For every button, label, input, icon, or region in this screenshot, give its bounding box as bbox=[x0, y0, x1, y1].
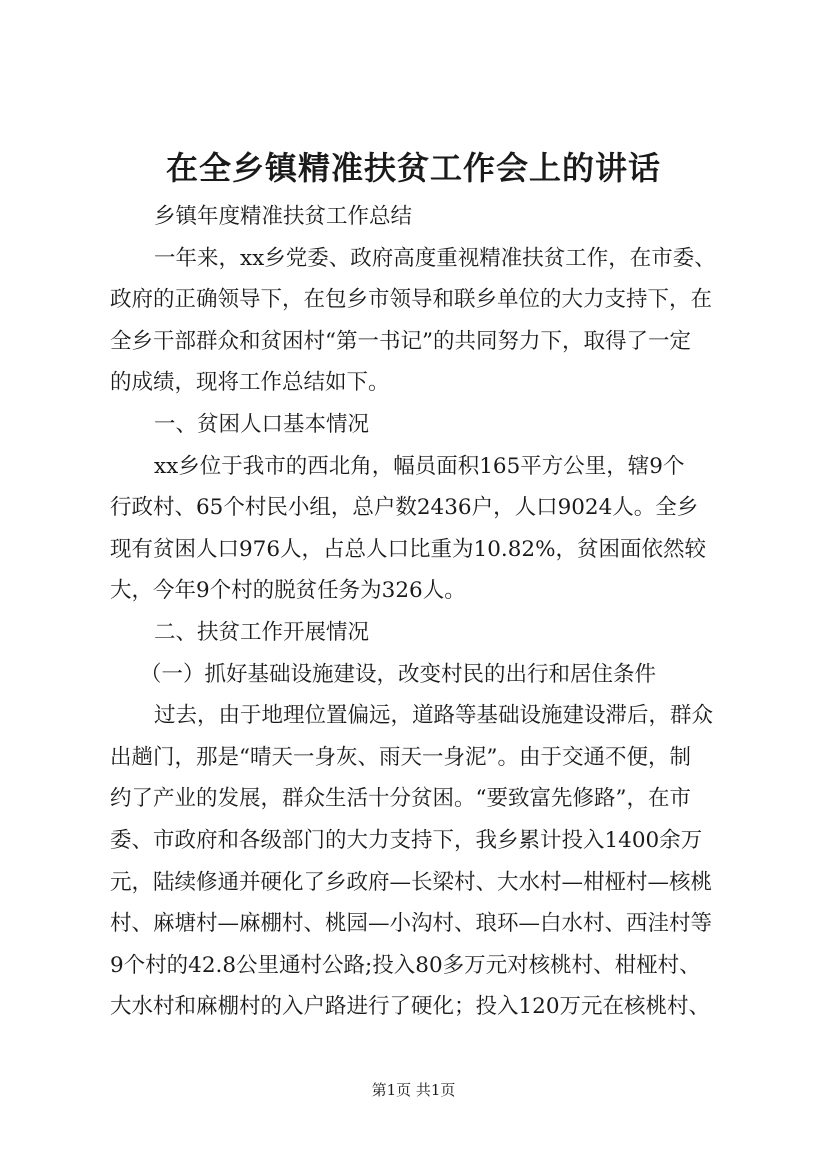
subsection-heading: （一）抓好基础设施建设，改变村民的出行和居住条件 bbox=[140, 661, 657, 687]
section-heading: 一、贫困人口基本情况 bbox=[154, 411, 370, 437]
paragraph-line: 现有贫困人口976人，占总人口比重为10.82%，贫困面依然较 bbox=[110, 536, 707, 562]
paragraph-line: xx乡位于我市的西北角，幅员面积165平方公里，辖9个 bbox=[154, 453, 685, 479]
paragraph-line: 全乡干部群众和贫困村“第一书记”的共同努力下，取得了一定 bbox=[110, 328, 691, 354]
subtitle-line: 乡镇年度精准扶贫工作总结 bbox=[154, 204, 413, 229]
paragraph-line: 委、市政府和各级部门的大力支持下，我乡累计投入1400余万 bbox=[110, 827, 703, 853]
paragraph-line: 大水村和麻棚村的入户路进行了硬化；投入120万元在核桃村、 bbox=[110, 994, 711, 1020]
paragraph-line: 村、麻塘村—麻棚村、桃园—小沟村、琅环—白水村、西洼村等 bbox=[110, 911, 713, 937]
paragraph-line: 出趟门，那是“晴天一身灰、雨天一身泥”。由于交通不便，制 bbox=[110, 744, 691, 770]
paragraph-line: 政府的正确领导下，在包乡市领导和联乡单位的大力支持下，在 bbox=[110, 287, 713, 313]
page-footer: 第1页 共1页 bbox=[371, 1081, 456, 1099]
document-body bbox=[110, 196, 742, 1028]
paragraph-line: 的成绩，现将工作总结如下。 bbox=[110, 370, 390, 396]
document-title: 在全乡镇精准扶贫工作会上的讲话 bbox=[165, 149, 661, 187]
paragraph-line: 大，今年9个村的脱贫任务为326人。 bbox=[110, 578, 466, 604]
paragraph-line: 过去，由于地理位置偏远，道路等基础设施建设滞后，群众 bbox=[154, 703, 714, 729]
paragraph-line: 元，陆续修通并硬化了乡政府—长梁村、大水村—柑桠村—核桃 bbox=[110, 869, 713, 895]
paragraph-line: 一年来，xx乡党委、政府高度重视精准扶贫工作，在市委、 bbox=[154, 245, 716, 271]
section-heading: 二、扶贫工作开展情况 bbox=[154, 619, 370, 645]
paragraph-line: 9个村的42.8公里通村公路;投入80多万元对核桃村、柑桠村、 bbox=[110, 952, 701, 978]
paragraph-line: 行政村、65个村民小组，总户数2436户，人口9024人。全乡 bbox=[110, 495, 699, 521]
paragraph-line: 约了产业的发展，群众生活十分贫困。“要致富先修路”，在市 bbox=[110, 786, 691, 812]
